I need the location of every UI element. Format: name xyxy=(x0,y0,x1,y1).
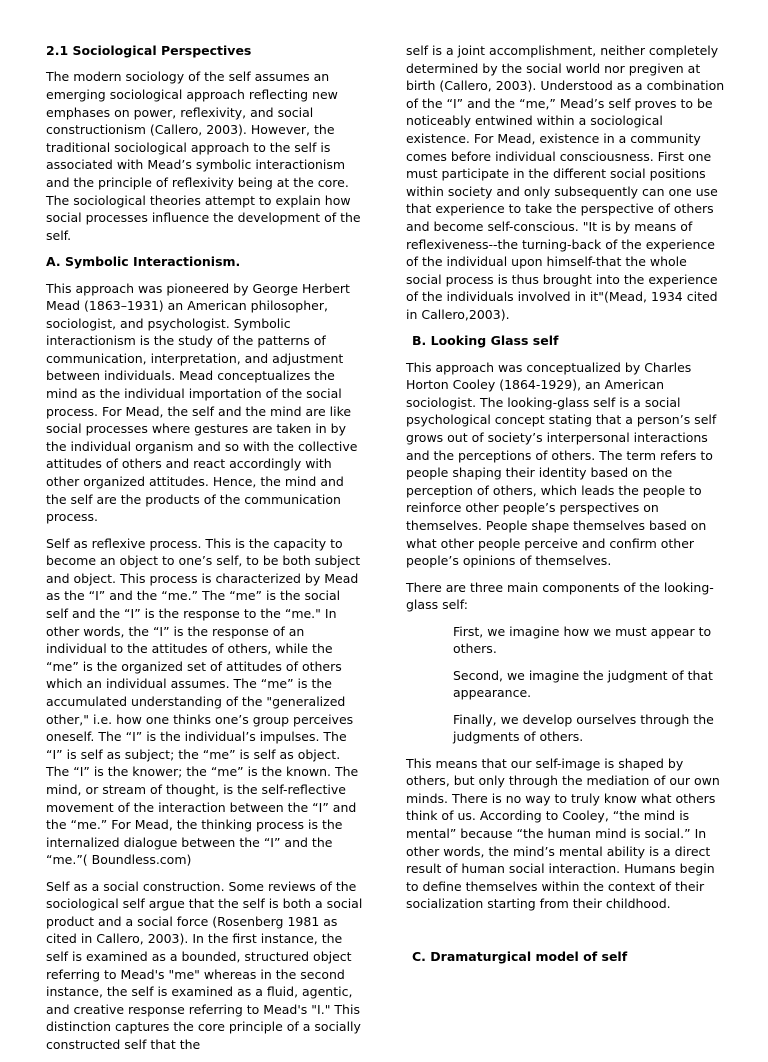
heading-dramaturgical-model: C. Dramaturgical model of self xyxy=(412,948,628,964)
section-heading-sociological-perspectives: 2.1 Sociological Perspectives xyxy=(46,43,252,58)
component-second: Second, we imagine the judgment of that appearance. xyxy=(453,667,713,701)
paragraph-joint-accomplishment: self is a joint accomplishment, neither completely determined by the social world nor pregiven at birth (Callero, 2003). Understood as a combination of the “I” and the “me,” Mead’s self proves to be noticeably entwined within a sociological existence. For Mead, existence in a community comes before individual consciousness. First one must participate in the different social positions within society and only subsequently can one use that experience to take the perspective of others and become self-conscious. "It is by means of reflexiveness--the turning-back of the experience of the individual upon himself-that the whole social process is thus brought into the experience of the individuals involved in it"(Mead, 1934 cited in Callero,2003). xyxy=(406,43,725,322)
paragraph-self-image: This means that our self-image is shaped by others, but only through the mediation of our own minds. There is no way to truly know what others think of us. According to Cooley, “the mind is mental” because “the human mind is social.” In other words, the mind’s mental ability is a direct result of human social interaction. Humans begin to define themselves within the context of their socialization starting from their childhood. xyxy=(406,755,720,912)
spacer xyxy=(406,922,726,948)
right-column xyxy=(406,42,726,974)
component-third: Finally, we develop ourselves through the judgments of others. xyxy=(453,711,714,745)
paragraph-intro: The modern sociology of the self assumes an emerging sociological approach reflecting new emphases on power, reflexivity, and social constructionism (Callero, 2003). However, the traditional sociological approach to the self is associated with Mead’s symbolic interactionism and the principle of reflexivity being at the core. The sociological theories attempt to explain how social processes influence the development of the self. xyxy=(46,69,361,243)
paragraph-social-construction: Self as a social construction. Some reviews of the sociological self argue that the self is both a social product and a social force (Rosenberg 1981 as cited in Callero, 2003). In the first instance, the self is examined as a bounded, structured object referring to Mead's "me" whereas in the second instance, the self is examined as a fluid, agentic, and creative response referring to Mead's "I." This distinction captures the core principle of a socially constructed self that the xyxy=(46,878,363,1053)
left-column xyxy=(46,42,366,1062)
component-first: First, we imagine how we must appear to others. xyxy=(453,623,712,657)
heading-symbolic-interactionism: A. Symbolic Interactionism. xyxy=(46,254,241,270)
paragraph-reflexive-process: Self as reflexive process. This is the capacity to become an object to one’s self, to be both subject and object. This process is characterized by Mead as the “I” and the “me.” The “me” is the social self and the “I” is the response to the “me." In other words, the “I” is the response of an individual to the attitudes of others, while the “me” is the organized set of attitudes of others which an individual assumes. The “me” is the accumulated understanding of the "generalized other," i.e. how one thinks one’s group perceives oneself. The “I” is the individual’s impulses. The “I” is self as subject; the “me” is self as object. The “I” is the knower; the “me” is the known. The mind, or stream of thought, is the self-reflective movement of the interaction between the “I” and the “me.” For Mead, the thinking process is the internalized dialogue between the “I” and the “me.”( Boundless.com) xyxy=(46,535,361,868)
paragraph-components-intro: There are three main components of the looking-glass self: xyxy=(406,579,714,613)
heading-looking-glass-self: B. Looking Glass self xyxy=(412,333,559,349)
paragraph-cooley: This approach was conceptualized by Charles Horton Cooley (1864-1929), an American sociologist. The looking-glass self is a social psychological concept stating that a person’s self grows out of society’s interpersonal interactions and the perceptions of others. The term refers to people shaping their identity based on the perception of others, which leads the people to reinforce other people’s perspectives on themselves. People shape themselves based on what other people perceive and confirm other people’s opinions of themselves. xyxy=(406,359,717,569)
paragraph-mead: This approach was pioneered by George Herbert Mead (1863–1931) an American philosopher, sociologist, and psychologist. Symbolic interactionism is the study of the patterns of communication, interpretation, and adjustment between individuals. Mead conceptualizes the mind as the individual importation of the social process. For Mead, the self and the mind are like social processes where gestures are taken in by the individual organism and so with the collective attitudes of others and react accordingly with other organized attitudes. Hence, the mind and the self are the products of the communication process. xyxy=(46,280,358,525)
